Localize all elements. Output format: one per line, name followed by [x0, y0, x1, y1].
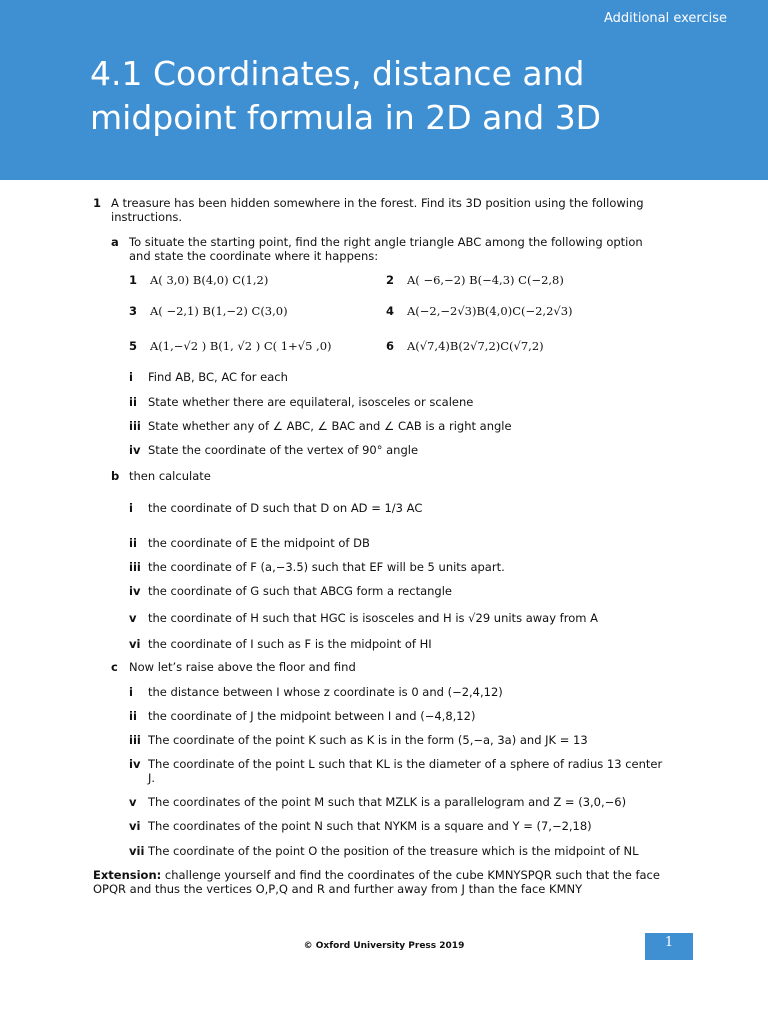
sub-label: i [129, 370, 133, 384]
sub-text: The coordinate of the point L such that KL is the diameter of a sphere of radius 13 center [148, 757, 663, 771]
sub-text: the coordinate of I such as F is the midpoint of HI [148, 637, 432, 651]
copyright: © Oxford University Press 2019 [303, 941, 465, 951]
exercise-tag: Additional exercise [603, 11, 727, 26]
option-text: A( 3,0) B(4,0) C(1,2) [150, 273, 269, 287]
part-b-label: b [111, 469, 120, 483]
sub-label: iii [129, 560, 141, 574]
sub-text: the coordinate of E the midpoint of DB [148, 536, 370, 550]
extension-line-2: OPQR and thus the vertices O,P,Q and R and further away from J than the face KMNY [93, 882, 583, 896]
extension-label: Extension: [93, 868, 162, 882]
option-number: 2 [386, 273, 395, 287]
sub-label: i [129, 501, 133, 515]
sub-label: vii [129, 844, 145, 858]
sub-label: v [129, 795, 137, 809]
part-a-line-1: To situate the starting point, find the right angle triangle ABC among the following option [129, 235, 643, 249]
option-number: 6 [386, 339, 395, 353]
option-number: 3 [129, 304, 138, 318]
sub-text: The coordinate of the point O the position of the treasure which is the midpoint of NL [148, 844, 639, 858]
sub-label: iii [129, 419, 141, 433]
sub-label: ii [129, 395, 137, 409]
sub-text: the coordinate of J the midpoint between I and (−4,8,12) [148, 709, 476, 723]
option-number: 4 [386, 304, 395, 318]
option-text: A(√7,4)B(2√7,2)C(√7,2) [407, 339, 544, 353]
sub-label: iv [129, 757, 141, 771]
sub-text: the distance between I whose z coordinate is 0 and (−2,4,12) [148, 685, 503, 699]
sub-text: State the coordinate of the vertex of 90° angle [148, 443, 419, 457]
sub-label: vi [129, 819, 141, 833]
sub-label: iii [129, 733, 141, 747]
sub-text: State whether there are equilateral, isosceles or scalene [148, 395, 474, 409]
sub-label: iv [129, 584, 141, 598]
option-text: A(−2,−2√3)B(4,0)C(−2,2√3) [407, 304, 573, 318]
part-c-label: c [111, 660, 118, 674]
option-text: A( −6,−2) B(−4,3) C(−2,8) [407, 273, 564, 287]
header-banner [0, 0, 768, 180]
option-number: 5 [129, 339, 138, 353]
title-line-1: 4.1 Coordinates, distance and [90, 54, 585, 93]
sub-text-continued: J. [148, 771, 156, 785]
extension-line-1: challenge yourself and find the coordinates of the cube KMNYSPQR such that the face [164, 868, 660, 882]
sub-label: iv [129, 443, 141, 457]
part-a-line-2: and state the coordinate where it happens: [129, 249, 379, 263]
sub-text: the coordinate of F (a,−3.5) such that EF will be 5 units apart. [148, 560, 505, 574]
option-number: 1 [129, 273, 138, 287]
sub-text: Find AB, BC, AC for each [148, 370, 288, 384]
option-text: A(1,−√2 ) B(1, √2 ) C( 1+√5 ,0) [150, 339, 332, 353]
page-title [90, 52, 710, 140]
part-c-text: Now let’s raise above the floor and find [129, 660, 356, 674]
option-text: A( −2,1) B(1,−2) C(3,0) [150, 304, 288, 318]
sub-label: vi [129, 637, 141, 651]
sub-text: the coordinate of H such that HGC is isosceles and H is √29 units away from A [148, 611, 598, 625]
sub-text: The coordinates of the point M such that MZLK is a parallelogram and Z = (3,0,−6) [148, 795, 627, 809]
sub-label: ii [129, 536, 137, 550]
sub-label: i [129, 685, 133, 699]
sub-text: the coordinate of D such that D on AD = 1/3 AC [148, 501, 423, 515]
page-number: 1 [645, 933, 693, 960]
question-number: 1 [93, 196, 102, 210]
intro-line-2: instructions. [111, 210, 182, 224]
part-b-text: then calculate [129, 469, 211, 483]
sub-text: The coordinate of the point K such as K is in the form (5,−a, 3a) and JK = 13 [148, 733, 588, 747]
title-line-2: midpoint formula in 2D and 3D [90, 98, 602, 137]
sub-label: ii [129, 709, 137, 723]
sub-text: State whether any of ∠ ABC, ∠ BAC and ∠ CAB is a right angle [148, 419, 512, 433]
extension [93, 868, 693, 896]
intro-line-1: A treasure has been hidden somewhere in the forest. Find its 3D position using the following [111, 196, 644, 210]
sub-text: the coordinate of G such that ABCG form a rectangle [148, 584, 452, 598]
part-a-label: a [111, 235, 119, 249]
sub-label: v [129, 611, 137, 625]
sub-text: The coordinates of the point N such that NYKM is a square and Y = (7,−2,18) [148, 819, 592, 833]
